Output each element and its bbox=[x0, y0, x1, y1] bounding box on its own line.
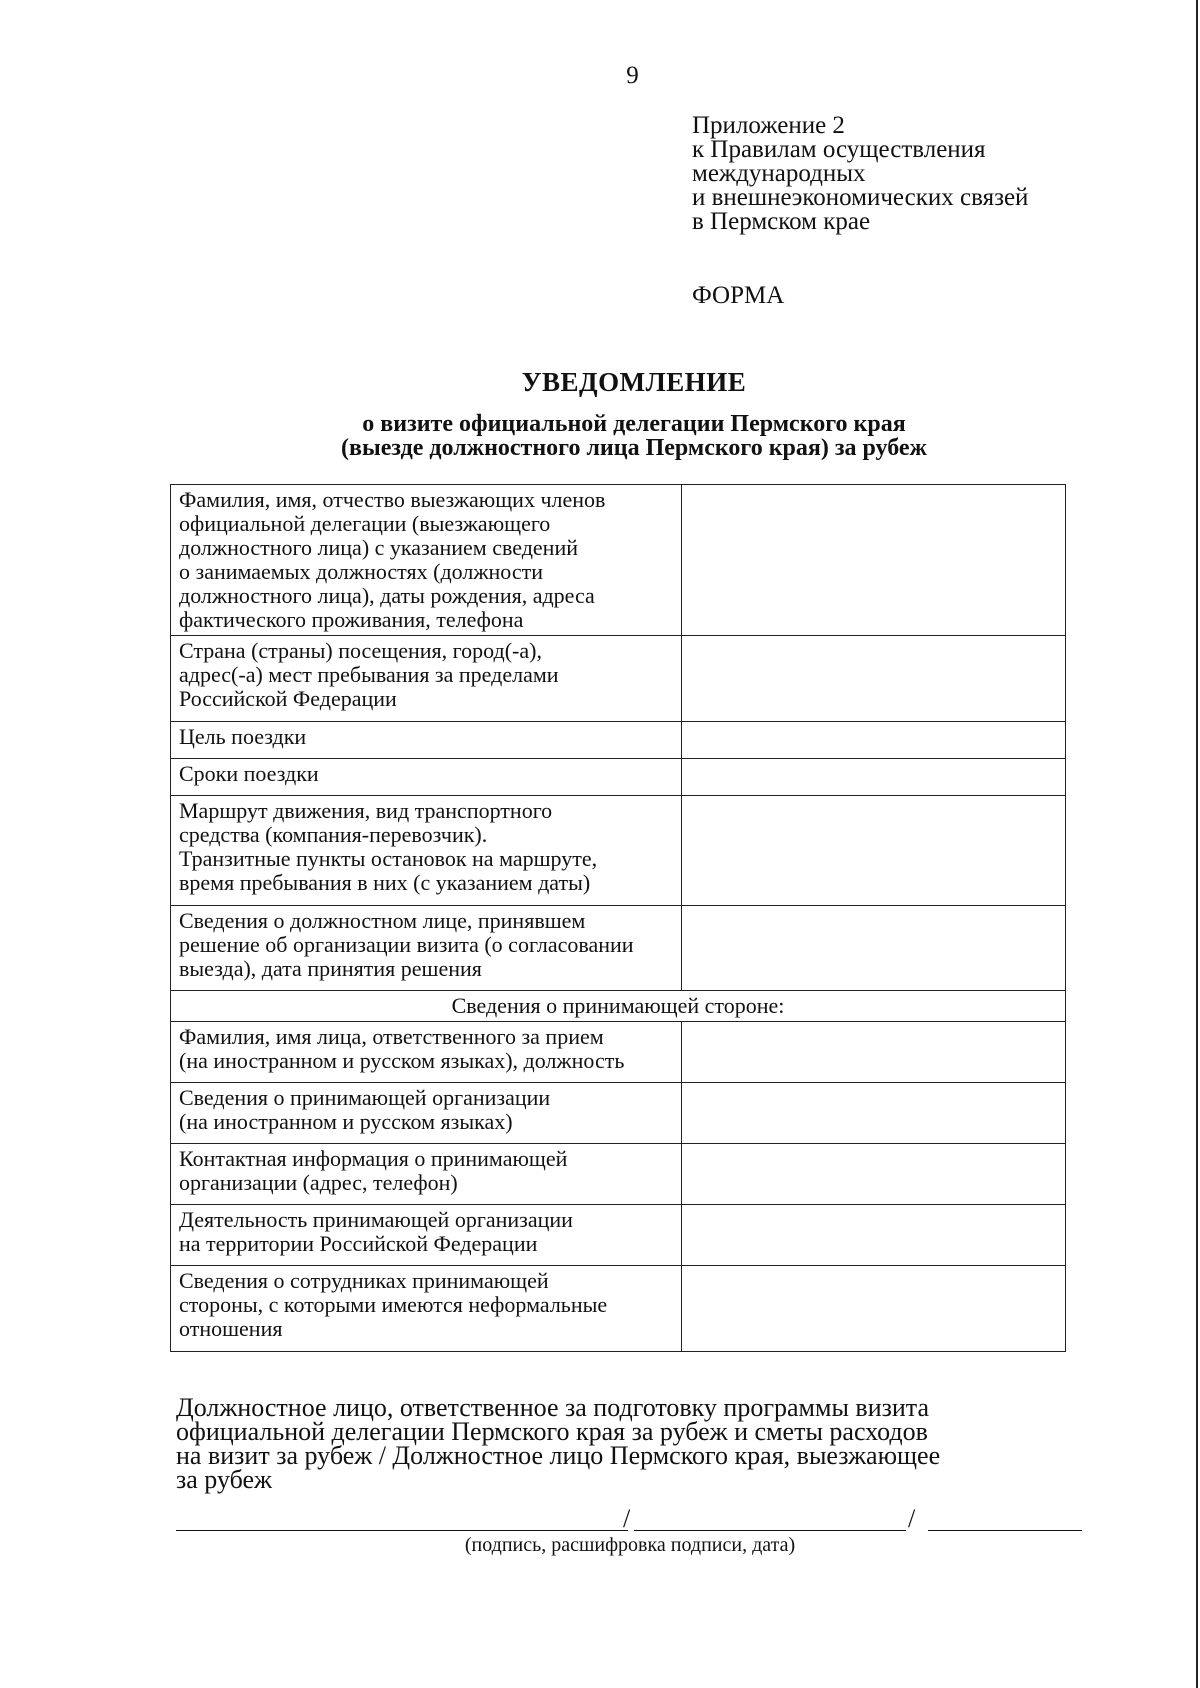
row-label-line: Российской Федерации bbox=[179, 686, 397, 711]
signature-field[interactable] bbox=[176, 1529, 628, 1531]
appendix-line: Приложение 2 bbox=[692, 112, 845, 139]
form-row bbox=[171, 1144, 1066, 1205]
form-row bbox=[171, 1022, 1066, 1083]
signature-separator: / bbox=[623, 1504, 631, 1533]
row-label-line: должностного лица) с указанием сведений bbox=[179, 535, 578, 560]
row-label bbox=[171, 1266, 682, 1352]
form-row bbox=[171, 906, 1066, 991]
signature-separator: / bbox=[908, 1504, 916, 1533]
signature-line bbox=[176, 1501, 1082, 1531]
row-value-field[interactable] bbox=[681, 759, 1065, 796]
document-title: УВЕДОМЛЕНИЕ bbox=[521, 367, 747, 397]
form-row bbox=[171, 722, 1066, 759]
row-value-field[interactable] bbox=[681, 722, 1065, 759]
row-label-line: Страна (страны) посещения, город(-а), bbox=[179, 638, 542, 663]
row-label-line: Контактная информация о принимающей bbox=[179, 1146, 568, 1171]
row-label bbox=[171, 1022, 682, 1083]
row-label-line: Сроки поездки bbox=[179, 761, 319, 786]
signature-date-field[interactable] bbox=[928, 1529, 1082, 1531]
signature-transcript-field[interactable] bbox=[634, 1529, 906, 1531]
row-label-line: время пребывания в них (с указанием даты) bbox=[179, 870, 591, 895]
row-label bbox=[171, 1083, 682, 1144]
appendix-line: и внешнеэкономических связей bbox=[692, 184, 1029, 211]
scan-edge-line bbox=[1196, 0, 1198, 1688]
form-row bbox=[171, 759, 1066, 796]
statement-line: Должностное лицо, ответственное за подготовку программы визита bbox=[176, 1393, 930, 1422]
row-label bbox=[171, 796, 682, 906]
row-label-line: отношения bbox=[179, 1316, 283, 1341]
row-label-line: организации (адрес, телефон) bbox=[179, 1170, 458, 1195]
subtitle-line: (выезде должностного лица Пермского края) за рубеж bbox=[341, 435, 927, 461]
statement-line: официальной делегации Пермского края за рубеж и сметы расходов bbox=[176, 1417, 928, 1446]
subtitle-line: о визите официальной делегации Пермского края bbox=[362, 411, 906, 437]
row-value-field[interactable] bbox=[681, 485, 1065, 636]
row-label-line: Сведения о принимающей организации bbox=[179, 1085, 551, 1110]
signature-caption: (подпись, расшифровка подписи, дата) bbox=[464, 1534, 796, 1556]
row-value-field[interactable] bbox=[681, 1144, 1065, 1205]
section-header-row bbox=[171, 991, 1066, 1022]
row-value-field[interactable] bbox=[681, 1266, 1065, 1352]
row-label-line: фактического проживания, телефона bbox=[179, 607, 524, 632]
row-value-field[interactable] bbox=[681, 1205, 1065, 1266]
row-label-line: Фамилия, имя лица, ответственного за прием bbox=[179, 1024, 604, 1049]
row-value-field[interactable] bbox=[681, 796, 1065, 906]
row-label bbox=[171, 636, 682, 722]
row-label-line: Цель поездки bbox=[179, 724, 307, 749]
responsible-official-statement bbox=[176, 1393, 941, 1494]
form-row bbox=[171, 1266, 1066, 1352]
row-label-line: выезда), дата принятия решения bbox=[179, 956, 482, 981]
row-label bbox=[171, 485, 682, 636]
row-label-line: адрес(-а) мест пребывания за пределами bbox=[179, 662, 559, 687]
row-label-line: Сведения о должностном лице, принявшем bbox=[179, 908, 586, 933]
notification-form-table bbox=[170, 484, 1066, 1352]
form-row bbox=[171, 1205, 1066, 1266]
appendix-reference bbox=[692, 114, 1028, 234]
statement-line: за рубеж bbox=[176, 1465, 273, 1494]
row-label bbox=[171, 1144, 682, 1205]
row-label bbox=[171, 906, 682, 991]
row-label-line: Сведения о сотрудниках принимающей bbox=[179, 1268, 549, 1293]
form-row bbox=[171, 1083, 1066, 1144]
form-row bbox=[171, 636, 1066, 722]
row-value-field[interactable] bbox=[681, 1083, 1065, 1144]
row-label-line: (на иностранном и русском языках), должность bbox=[179, 1048, 625, 1073]
form-label: ФОРМА bbox=[692, 282, 785, 309]
row-label-line: официальной делегации (выезжающего bbox=[179, 511, 551, 536]
row-label-line: Фамилия, имя, отчество выезжающих членов bbox=[179, 487, 606, 512]
row-label bbox=[171, 1205, 682, 1266]
form-row bbox=[171, 485, 1066, 636]
row-label-line: должностного лица), даты рождения, адреса bbox=[179, 583, 595, 608]
document-subtitle bbox=[0, 412, 1200, 460]
appendix-line: международных bbox=[692, 160, 866, 187]
row-label bbox=[171, 722, 682, 759]
row-label-line: Маршрут движения, вид транспортного bbox=[179, 798, 553, 823]
row-value-field[interactable] bbox=[681, 1022, 1065, 1083]
form-row bbox=[171, 796, 1066, 906]
section-header-receiving-party: Сведения о принимающей стороне: bbox=[171, 991, 1066, 1022]
row-label-line: решение об организации визита (о согласовании bbox=[179, 932, 634, 957]
row-label-line: Деятельность принимающей организации bbox=[179, 1207, 573, 1232]
appendix-line: в Пермском крае bbox=[692, 208, 871, 235]
row-label-line: средства (компания-перевозчик). bbox=[179, 822, 488, 847]
row-label bbox=[171, 759, 682, 796]
appendix-line: к Правилам осуществления bbox=[692, 136, 986, 163]
row-label-line: на территории Российской Федерации bbox=[179, 1231, 538, 1256]
statement-line: на визит за рубеж / Должностное лицо Пермского края, выезжающее bbox=[176, 1441, 941, 1470]
row-value-field[interactable] bbox=[681, 636, 1065, 722]
row-label-line: (на иностранном и русском языках) bbox=[179, 1109, 513, 1134]
row-label-line: о занимаемых должностях (должности bbox=[179, 559, 543, 584]
page-number: 9 bbox=[626, 62, 639, 89]
row-label-line: стороны, с которыми имеются неформальные bbox=[179, 1292, 608, 1317]
row-label-line: Транзитные пункты остановок на маршруте, bbox=[179, 846, 598, 871]
row-value-field[interactable] bbox=[681, 906, 1065, 991]
